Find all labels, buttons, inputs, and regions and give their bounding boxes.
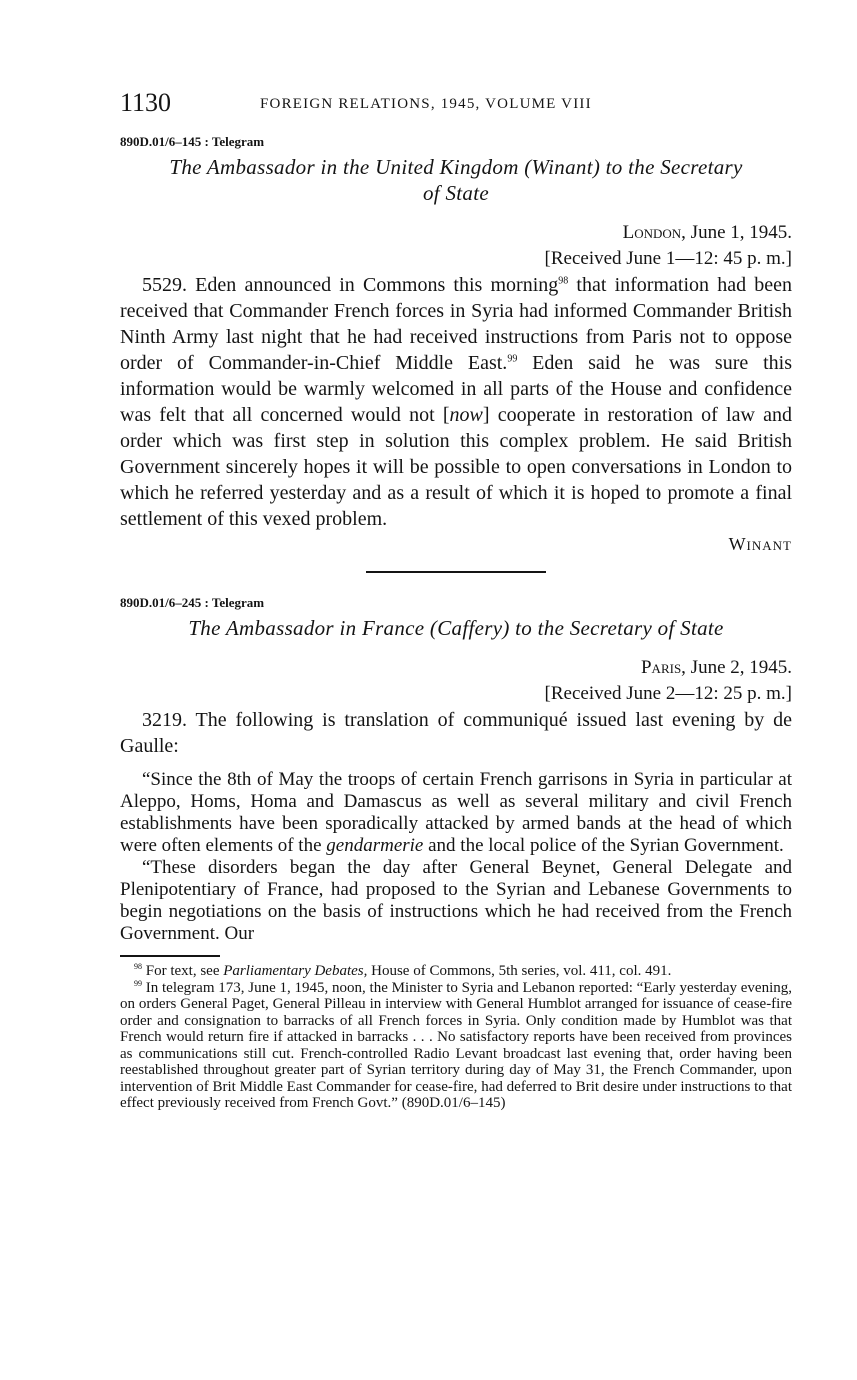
document-page: [120, 88, 792, 1112]
body-text: ] cooperate in restoration of law and order which was first step in solution this complex problem. He said British Government sincerely hopes it will be possible to open conversations in London to which he referred yesterday and as a result of which it is hoped to promote a final settlement of this vexed problem.: [120, 404, 792, 530]
file-reference: 890D.01/6–245 : Telegram: [120, 595, 265, 610]
body-text: Eden said he was sure this information would be warmly welcomed in all parts of the House and confidence was felt that all concerned would not [: [120, 352, 793, 426]
received-line: [Received June 1—12: 45 p. m.]: [544, 248, 792, 269]
file-reference: 890D.01/6–145 : Telegram: [120, 134, 265, 149]
footnotes: [120, 963, 792, 1112]
running-head: FOREIGN RELATIONS, 1945, VOLUME VIII: [260, 96, 592, 112]
dateline: [120, 655, 792, 681]
body-text: that information had been received that Commander French forces in Syria had informed Commander British Ninth Army last night that he had received instructions from Paris not to oppose order of Commander-in-Chief Middle East.: [120, 274, 793, 374]
dateline-date: June 1, 1945.: [685, 222, 792, 243]
page-header: [120, 88, 792, 128]
footnote-text: In telegram 173, June 1, 1945, noon, the Minister to Syria and Lebanon reported: “Early yesterday evening, on orders General Paget, General Pilleau in interview with General Humblot arranged for issuance of cease-fire order and consignation to barracks of all French forces in Syria. Only condition made by Humblot was that French would return fire if attacked in barracks . . . No satisfactory reports have been received from provinces as communications still cut. French-controlled Radio Levant broadcast last evening that, order having been reestablished throughout greater part of Syrian territory during day of May 31, the French Commander, upon intervention of Brit Middle East Commander for cease-fire, had deferred to Brit desire under instructions to that effect previously received from French Govt.” (890D.01/6–145): [120, 979, 792, 1111]
footnote-98: [120, 963, 792, 980]
inserted-word: now: [449, 404, 483, 426]
footnote-italic: Parliamentary Debates,: [223, 963, 368, 979]
title-line: of State: [423, 181, 489, 205]
footnote-number: 98: [134, 962, 142, 971]
telegram-body: 3219. The following is translation of communiqué issued last evening by de Gaulle:: [120, 709, 792, 757]
quote-text: and the local police of the Syrian Government.: [423, 835, 784, 856]
page-number: 1130: [120, 88, 172, 117]
italic-term: gendarmerie: [326, 835, 424, 856]
quoted-communique: [120, 769, 792, 857]
signature: Winant: [728, 534, 792, 554]
footnote-99: [120, 980, 792, 1112]
quote-text: “Since the 8th of May the troops of certain French garrisons in Syria in particular at Aleppo, Homs, Homa and Damascus as well as several military and civil French establishments have been sporadically attacked by armed bands at the head of which were often elements of the: [120, 769, 792, 856]
footnote-ref-98: 98: [558, 275, 569, 287]
telegram-winant: [120, 134, 792, 555]
footnote-text: For text, see: [142, 963, 224, 979]
quoted-communique: “These disorders began the day after General Beynet, General Delegate and Plenipotentiary of France, had proposed to the Syrian and Lebanese Governments to begin negotiations on the basis of instructions which he had received from the French Government. Our: [120, 857, 792, 944]
dateline-city: London,: [622, 222, 686, 243]
footnote-ref-99: 99: [507, 353, 518, 365]
dateline-date: June 2, 1945.: [685, 657, 792, 678]
footnote-number: 99: [134, 978, 142, 988]
title-line: The Ambassador in the United Kingdom (Winant) to the Secretary: [169, 155, 743, 179]
telegram-body: [120, 272, 792, 532]
telegram-caffery: [120, 595, 792, 945]
footnote-rule: [120, 955, 220, 957]
dateline-city: Paris,: [640, 657, 686, 678]
dateline: [120, 220, 792, 246]
document-title: The Ambassador in France (Caffery) to the Secretary of State: [188, 616, 724, 640]
document-title: [120, 154, 792, 206]
body-text: 5529. Eden announced in Commons this morning: [142, 274, 559, 296]
footnote-text: House of Commons, 5th series, vol. 411, col. 491.: [367, 963, 672, 979]
received-line: [Received June 2—12: 25 p. m.]: [544, 683, 792, 704]
section-divider: [366, 571, 546, 573]
